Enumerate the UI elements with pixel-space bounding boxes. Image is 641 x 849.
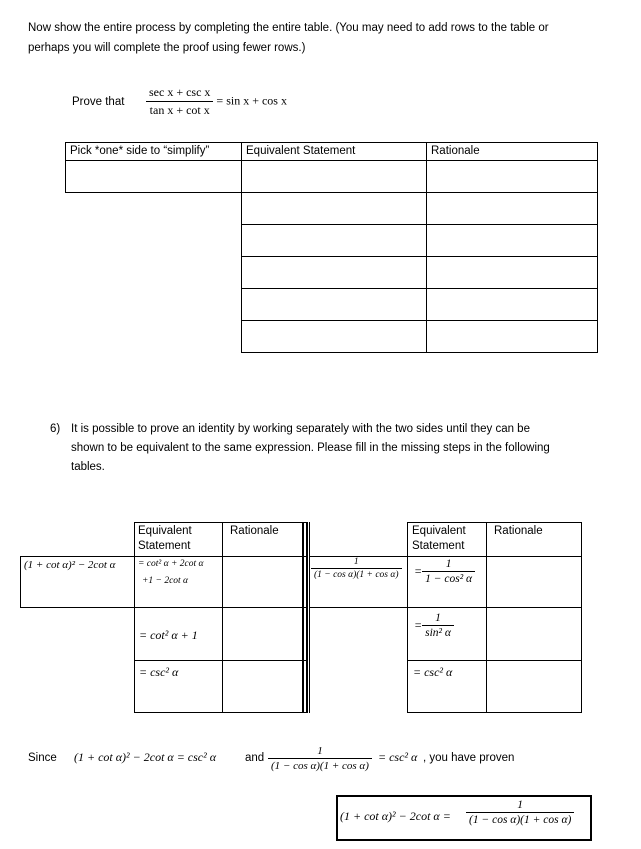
right-header-equiv-line-1: Equivalent bbox=[412, 525, 466, 537]
proof-table-blank bbox=[66, 321, 242, 353]
proof-table-cell-equivalent[interactable] bbox=[242, 161, 427, 193]
prove-rhs: = sin x + cos x bbox=[216, 93, 287, 108]
right-row3-rationale[interactable] bbox=[487, 661, 581, 712]
proof-table-cell-equivalent[interactable] bbox=[242, 321, 427, 353]
conclusion-fraction-numerator: 1 bbox=[268, 745, 372, 759]
proof-table-cell-equivalent[interactable] bbox=[242, 289, 427, 321]
proof-table-cell-rationale[interactable] bbox=[427, 193, 598, 225]
left-header-equiv-line-1: Equivalent bbox=[138, 525, 192, 537]
problem-6-line-2: shown to be equivalent to the same expression. Please fill in the missing steps in the following bbox=[71, 442, 550, 454]
right-table-header-rationale: Rationale bbox=[494, 525, 543, 537]
box-lhs: (1 + cot α)² − 2cot α = bbox=[340, 809, 451, 823]
right-table-header-equivalent bbox=[412, 524, 466, 554]
right-row1-expression bbox=[311, 557, 402, 580]
left-header-equiv-line-2: Statement bbox=[138, 540, 191, 552]
problem-6-line-1: It is possible to prove an identity by working separately with the two sides until they can be bbox=[71, 423, 530, 435]
proof-table-cell-rationale[interactable] bbox=[427, 257, 598, 289]
proof-table-cell-rationale[interactable] bbox=[427, 289, 598, 321]
right-row2-step-numerator: 1 bbox=[422, 612, 454, 626]
prove-label: Prove that bbox=[72, 96, 125, 108]
right-row1-step-numerator: 1 bbox=[422, 558, 475, 572]
left-row1-expression: (1 + cot α)² − 2cot α bbox=[24, 559, 116, 571]
prove-lhs-fraction bbox=[146, 85, 213, 118]
proof-table-blank bbox=[66, 257, 242, 289]
prove-lhs-denominator: tan x + cot x bbox=[149, 103, 210, 117]
left-row2-rationale[interactable] bbox=[223, 608, 302, 660]
right-row1-step bbox=[414, 558, 475, 585]
proof-table-header-equivalent: Equivalent Statement bbox=[242, 143, 427, 161]
left-row2-step: = cot² α + 1 bbox=[139, 628, 198, 642]
box-fraction-numerator: 1 bbox=[466, 799, 574, 813]
left-row1-step-a: = cot² α + 2cot α bbox=[138, 559, 204, 569]
proof-table-header-side: Pick *one* side to “simplify” bbox=[66, 143, 242, 161]
conclusion-expression-left: (1 + cot α)² − 2cot α = csc² α bbox=[74, 750, 217, 764]
right-row1-step-denominator: 1 − cos² α bbox=[425, 573, 473, 585]
right-row1-numerator: 1 bbox=[311, 557, 402, 569]
left-row1-rationale[interactable] bbox=[223, 557, 302, 607]
right-row1-eq: = bbox=[414, 564, 423, 578]
proof-table-header-rationale: Rationale bbox=[427, 143, 598, 161]
left-table-header-rationale: Rationale bbox=[230, 525, 279, 537]
proof-table-cell-rationale[interactable] bbox=[427, 321, 598, 353]
problem-6-number: 6) bbox=[50, 423, 61, 435]
proof-table-blank bbox=[66, 225, 242, 257]
box-fraction-denominator: (1 − cos α)(1 + cos α) bbox=[469, 814, 572, 826]
proof-table-cell-equivalent[interactable] bbox=[242, 193, 427, 225]
intro-text bbox=[28, 18, 549, 58]
prove-lhs-numerator: sec x + csc x bbox=[146, 85, 213, 102]
intro-line-2: perhaps you will complete the proof using fewer rows.) bbox=[28, 42, 306, 54]
conclusion-and: and bbox=[245, 752, 265, 764]
conclusion-proven: , you have proven bbox=[423, 752, 515, 764]
proof-table-cell-side[interactable] bbox=[66, 161, 242, 193]
proven-identity-box bbox=[336, 795, 592, 841]
left-row1-step-b: +1 − 2cot α bbox=[142, 576, 189, 586]
proof-table-blank bbox=[66, 289, 242, 321]
proof-table-cell-rationale[interactable] bbox=[427, 225, 598, 257]
conclusion-since: Since bbox=[28, 752, 57, 764]
intro-line-1: Now show the entire process by completing the entire table. (You may need to add rows to the table or bbox=[28, 22, 549, 34]
prove-identity bbox=[146, 85, 287, 118]
right-row1-rationale[interactable] bbox=[487, 557, 581, 607]
right-row3-step: = csc² α bbox=[413, 665, 453, 679]
left-row3-rationale[interactable] bbox=[223, 661, 302, 712]
right-row1-denominator: (1 − cos α)(1 + cos α) bbox=[314, 570, 399, 580]
problem-6-text bbox=[71, 420, 550, 477]
right-header-equiv-line-2: Statement bbox=[412, 540, 465, 552]
proof-table-blank bbox=[66, 193, 242, 225]
conclusion-eq-csc: = csc² α bbox=[378, 750, 418, 764]
right-row2-eq: = bbox=[414, 618, 423, 632]
proof-table-cell-equivalent[interactable] bbox=[242, 257, 427, 289]
conclusion-fraction bbox=[268, 745, 372, 772]
box-fraction bbox=[466, 799, 574, 826]
problem-6-line-3: tables. bbox=[71, 461, 105, 473]
proof-table bbox=[65, 142, 598, 353]
left-row3-step: = csc² α bbox=[139, 665, 179, 679]
conclusion-fraction-denominator: (1 − cos α)(1 + cos α) bbox=[271, 760, 369, 772]
proof-table-cell-equivalent[interactable] bbox=[242, 225, 427, 257]
right-row2-step bbox=[414, 612, 454, 639]
right-row2-rationale[interactable] bbox=[487, 608, 581, 660]
proof-table-cell-rationale[interactable] bbox=[427, 161, 598, 193]
right-row2-step-denominator: sin² α bbox=[425, 627, 451, 639]
left-table-header-equivalent bbox=[138, 524, 192, 554]
